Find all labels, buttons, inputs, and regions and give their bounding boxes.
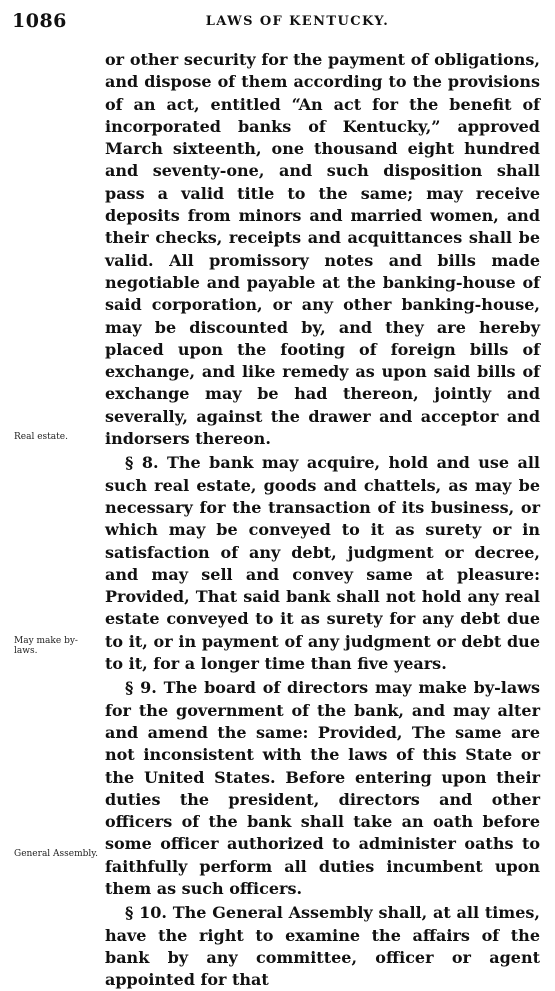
paragraph-section-9: § 9. The board of directors may make by-laws for the government of the bank, and may alter and amend the same: Provided, The same are not inconsistent with the laws of this State or the United States. Before entering upon their duties the president, directors and other officers of the bank shall take an oath before some officer authorized to administer oaths to faithfully perform all duties incumbent upon them as such officers. xyxy=(105,678,540,898)
page-number: 1086 xyxy=(12,10,67,32)
paragraph-continuation: or other security for the payment of obligations, and dispose of them according to the provisions of an act, entitled “An act for the benefit of incorporated banks of Kentucky,” approved March sixteenth, one thousand eight hundred and seventy-one, and such disposition shall pass a valid title to the same; may receive deposits from minors and married women, and their checks, receipts and acquittances shall be valid. All promissory notes and bills made negotiable and payable at the banking-house of said corporation, or any other banking-house, may be discounted by, and they are hereby placed upon the footing of foreign bills of exchange, and like remedy as upon said bills of exchange may be had thereon, jointly and severally, against the drawer and acceptor and indorsers thereon. xyxy=(105,50,540,449)
paragraph-section-10: § 10. The General Assembly shall, at all times, have the right to examine the affairs of the bank by any committee, officer or agent appointed for that xyxy=(105,903,540,990)
margin-note-bylaws: May make by-laws. xyxy=(14,636,78,656)
margin-note-real-estate: Real estate. xyxy=(14,432,68,442)
body-text xyxy=(105,49,540,991)
paragraph-section-8: § 8. The bank may acquire, hold and use all such real estate, goods and chattels, as may be necessary for the transaction of its business, or which may be conveyed to it as surety or in satisfaction of any debt, judgment or decree, and may sell and convey same at pleasure: Provided, That said bank shall not hold any real estate conveyed to it as surety for any debt due to it, or in payment of any judgment or debt due to it, for a longer time than five years. xyxy=(105,453,540,674)
margin-note-general-assembly: General Assembly. xyxy=(14,849,99,859)
running-header: LAWS OF KENTUCKY. xyxy=(205,14,390,29)
